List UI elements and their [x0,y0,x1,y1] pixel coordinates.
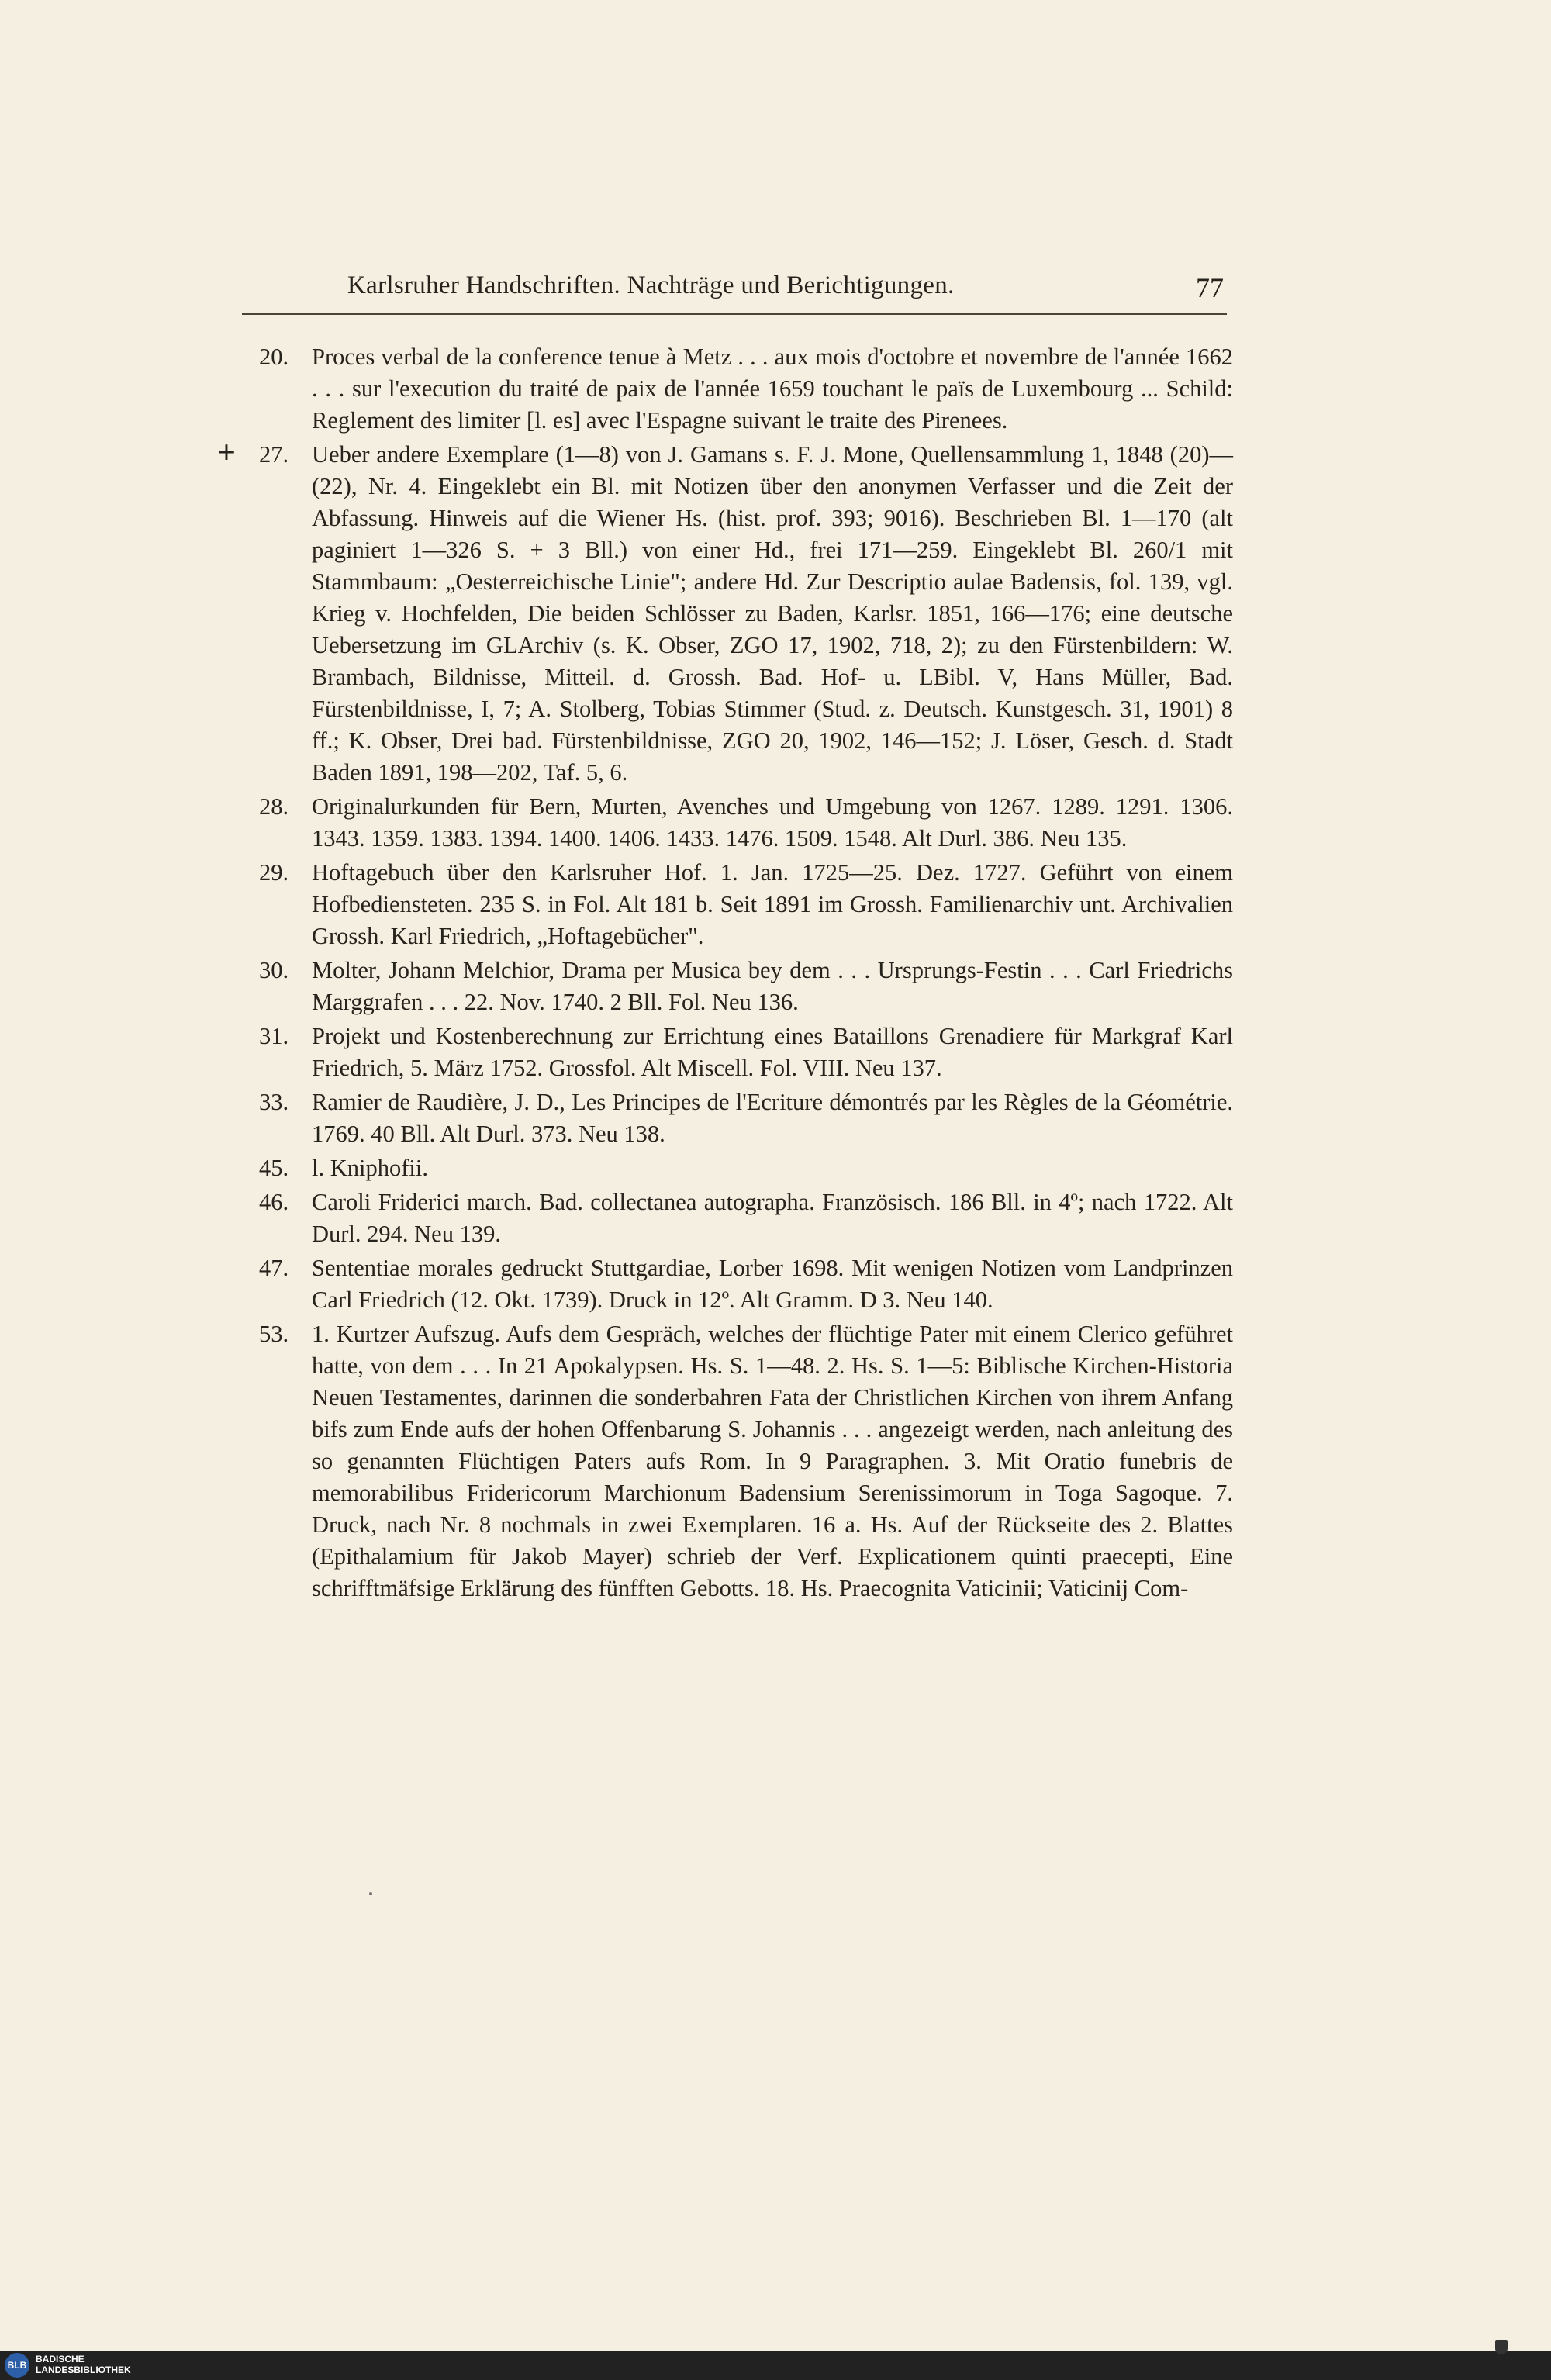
baden-wuerttemberg-logo[interactable] [1463,2340,1540,2365]
entry-text: Originalurkunden für Bern, Murten, Avenches und Umgebung von 1267. 1289. 1291. 1306. 1343. 1359. 1383. 1394. 1400. 1406. 1433. 1476. 1509. 1548. Alt Durl. 386. Neu 135. [312,793,1233,851]
library-name-line1: BADISCHE [36,2354,85,2364]
entry-text: Ueber andere Exemplare (1—8) von J. Gamans s. F. J. Mone, Quellensammlung 1, 1848 (20)—(22), Nr. 4. Eingeklebt ein Bl. mit Notizen über den anonymen Verfasser und die Zeit der Abfassung. Hinweis auf die Wiener Hs. (hist. prof. 393; 9016). Beschrieben Bl. 1—170 (alt paginiert 1—326 S. + 3 Bll.) von einer Hd., frei 171—259. Eingeklebt Bl. 260/1 mit Stammbaum: „Oesterreichische Linie"; andere Hd. Zur Descriptio aulae Badensis, fol. 139, vgl. Krieg v. Hochfelden, Die beiden Schlösser zu Baden, Karlsr. 1851, 166—176; eine deutsche Uebersetzung im GLArchiv (s. K. Obser, ZGO 17, 1902, 718, 2); zu den Fürstenbildern: W. Brambach, Bildnisse, Mitteil. d. Grossh. Bad. Hof- u. LBibl. V, Hans Müller, Bad. Fürstenbildnisse, I, 7; A. Stolberg, Tobias Stimmer (Stud. z. Deutsch. Kunstgesch. 31, 1901) 8 ff.; K. Obser, Drei bad. Fürstenbildnisse, ZGO 20, 1902, 146—152; J. Löser, Gesch. d. Stadt Baden 1891, 198—202, Taf. 5, 6. [312,441,1233,786]
entry-text: l. Kniphofii. [312,1155,428,1181]
entry-31 [256,1021,1233,1084]
entry-28 [256,791,1233,855]
entry-number: 45. [259,1155,289,1181]
library-name-line2: LANDESBIBLIOTHEK [36,2364,131,2375]
page-header [248,271,1233,312]
entry-30 [256,955,1233,1018]
library-footer-bar [0,2351,1551,2380]
addition-mark: + [217,435,236,471]
entry-text: Sententiae morales gedruckt Stuttgardiae, Lorber 1698. Mit wenigen Notizen vom Landprinzen Carl Friedrich (12. Okt. 1739). Druck in 12º. Alt Gramm. D 3. Neu 140. [312,1255,1233,1313]
running-title: Karlsruher Handschriften. Nachträge und Berichtigungen. [347,271,955,299]
entry-number: 29. [259,859,289,886]
entry-27 [217,435,1233,789]
entry-number: 47. [259,1255,289,1281]
entry-53 [256,1318,1233,1605]
entry-46 [256,1187,1233,1250]
entry-text: 1. Kurtzer Aufszug. Aufs dem Gespräch, welches der flüchtige Pater mit einem Clerico geführet hatte, von dem . . . In 21 Apokalypsen. Hs. S. 1—48. 2. Hs. S. 1—5: Biblische Kirchen-Historia Neuen Testamentes, darinnen die sonderbahren Fata der Christlichen Kirchen von ihrem Anfang bifs zum Ende aufs der hohen Offenbarung S. Johannis . . . angezeigt werden, nach anleitung des so genannten Flüchtigen Paters aufs Rom. In 9 Paragraphen. 3. Mit Oratio funebris de memorabilibus Fridericorum Marchionum Badensium Serenissimorum in Toga Sagoque. 7. Druck, nach Nr. 8 nochmals in zwei Exemplaren. 16 a. Hs. Auf der Rückseite des 2. Blattes (Epithalamium für Jakob Mayer) schrieb der Verf. Explicationem quinti praecepti, Eine schrifftmäfsige Erklärung des fünfften Gebotts. 18. Hs. Praecognita Vaticinii; Vaticinij Com- [312,1321,1233,1601]
entry-number: 33. [259,1089,289,1115]
page-number: 77 [1196,272,1224,303]
entry-45 [256,1152,1233,1184]
entry-number: 30. [259,957,289,983]
blb-logo-icon[interactable]: BLB [5,2353,29,2378]
paper-speck [369,1892,372,1895]
entry-number: 27. [259,441,289,468]
entry-list [217,341,1233,1607]
entry-text: Projekt und Kostenberechnung zur Errichtung eines Bataillons Grenadiere für Markgraf Karl Friedrich, 5. März 1752. Grossfol. Alt Miscell. Fol. VIII. Neu 137. [312,1023,1233,1081]
entry-number: 20. [259,344,289,370]
library-name[interactable] [36,2354,131,2375]
entry-text: Ramier de Raudière, J. D., Les Principes de l'Ecriture démontrés par les Règles de la Géométrie. 1769. 40 Bll. Alt Durl. 373. Neu 138. [312,1089,1233,1147]
entry-20 [256,341,1233,437]
baden-wuerttemberg-label: Baden-Württemberg [1463,2356,1540,2365]
header-rule [242,313,1227,315]
entry-47 [256,1252,1233,1316]
entry-number: 46. [259,1189,289,1215]
entry-number: 28. [259,793,289,820]
crest-icon [1495,2340,1508,2354]
entry-text: Molter, Johann Melchior, Drama per Musica bey dem . . . Ursprungs-Festin . . . Carl Friedrichs Marggrafen . . . 22. Nov. 1740. 2 Bll. Fol. Neu 136. [312,957,1233,1015]
entry-number: 31. [259,1023,289,1049]
entry-text: Proces verbal de la conference tenue à Metz . . . aux mois d'octobre et novembre de l'année 1662 . . . sur l'execution du traité de paix de l'année 1659 touchant le païs de Luxembourg ... Schild: Reglement des limiter [l. es] avec l'Espagne suivant le traite des Pirenees. [312,344,1233,434]
entry-text: Caroli Friderici march. Bad. collectanea autographa. Französisch. 186 Bll. in 4º; nach 1722. Alt Durl. 294. Neu 139. [312,1189,1233,1247]
entry-text: Hoftagebuch über den Karlsruher Hof. 1. Jan. 1725—25. Dez. 1727. Geführt von einem Hofbediensteten. 235 S. in Fol. Alt 181 b. Seit 1891 im Grossh. Familienarchiv unt. Archivalien Grossh. Karl Friedrich, „Hoftagebücher". [312,859,1233,949]
entry-29 [256,857,1233,952]
entry-number: 53. [259,1321,289,1347]
entry-33 [256,1086,1233,1150]
